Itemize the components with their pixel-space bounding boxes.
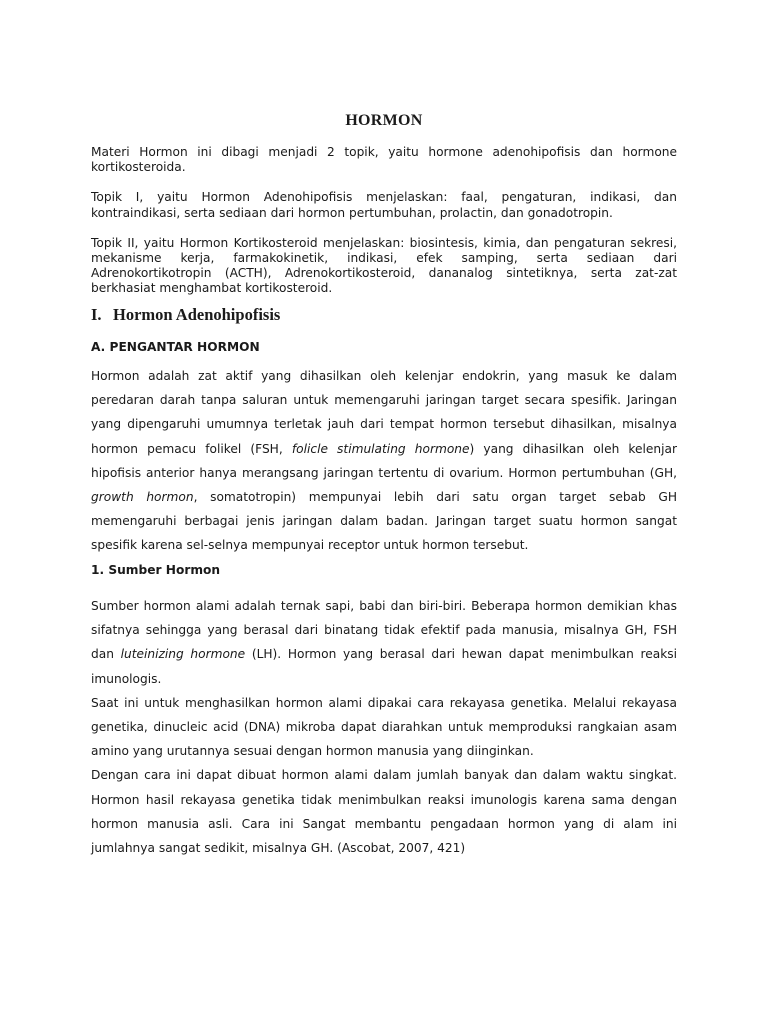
- text-segment: Hormon adalah zat aktif yang dihasilkan oleh kelenjar endokrin, yang masuk ke dalam peredaran darah tanpa saluran untuk memengaruhi jaringan target secara spesifik. Jaringan yang dipengaruhi umumnya terletak jauh dari tempat hormon tersebut dihasilkan, misalnya hormon pemacu folikel (FSH,: [91, 369, 677, 456]
- italic-term: folicle stimulating hormone: [291, 441, 470, 456]
- subsection-a-heading-block: [91, 340, 677, 354]
- text-segment: (LH). Hormon yang berasal dari hewan dapat menimbulkan reaksi imunologis.: [91, 647, 677, 686]
- subsection-a-paragraph: [91, 364, 677, 558]
- subsection-1-body: [91, 594, 677, 860]
- section-number: I.: [91, 305, 102, 324]
- text-segment: ) yang dihasilkan oleh kelenjar hipofisis anterior hanya merangsang jaringan tertentu di ovarium. Hormon pertumbuhan (GH,: [91, 441, 677, 480]
- subsection-1-title: 1. Sumber Hormon: [91, 563, 221, 577]
- subsection-1-paragraph-1: [91, 594, 677, 691]
- intro-block: [91, 145, 677, 297]
- subsection-1-paragraph-3: Dengan cara ini dapat dibuat hormon alami dalam jumlah banyak dan dalam waktu singkat. Hormon hasil rekayasa genetika tidak menimbulkan reaksi imunologis karena sama dengan hormon manusia asli. Cara ini Sangat membantu pengadaan hormon yang di alam ini jumlahnya sangat sedikit, misalnya GH. (Ascobat, 2007, 421): [91, 768, 677, 856]
- subsection-a-body: [91, 364, 677, 558]
- intro-paragraph-1: Materi Hormon ini dibagi menjadi 2 topik, yaitu hormone adenohipofisis dan hormone kortikosteroida.: [91, 145, 677, 175]
- italic-term: growth hormon: [91, 490, 194, 505]
- subsection-1-heading-block: [91, 563, 677, 577]
- intro-paragraph-2: Topik I, yaitu Hormon Adenohipofisis menjelaskan: faal, pengaturan, indikasi, dan kontraindikasi, serta sediaan dari hormon pertumbuhan, prolactin, dan gonadotropin.: [91, 190, 677, 220]
- text-segment: Sumber hormon alami adalah ternak sapi, babi dan biri-biri. Beberapa hormon demikian khas sifatnya sehingga yang berasal dari binatang tidak efektif pada manusia, misalnya GH, FSH dan: [91, 599, 677, 662]
- italic-term: luteinizing hormone: [120, 647, 246, 662]
- section-title: Hormon Adenohipofisis: [113, 305, 281, 324]
- section-heading: [91, 305, 280, 325]
- intro-paragraph-3: Topik II, yaitu Hormon Kortikosteroid menjelaskan: biosintesis, kimia, dan pengaturan sekresi, mekanisme kerja, farmakokinetik, indikasi, efek samping, serta sediaan dari Adrenokortikotropin (ACTH), Adrenokortikosteroid, dananalog sintetiknya, serta zat-zat berkhasiat menghambat kortikosteroid.: [91, 235, 677, 296]
- subsection-a-title: A. PENGANTAR HORMON: [91, 340, 260, 354]
- page-title: HORMON: [345, 112, 423, 129]
- subsection-1-paragraph-2: Saat ini untuk menghasilkan hormon alami dipakai cara rekayasa genetika. Melalui rekayasa genetika, dinucleic acid (DNA) mikroba dapat diarahkan untuk memproduksi rangkaian asam amino yang urutannya sesuai dengan hormon manusia yang diinginkan.: [91, 695, 677, 759]
- text-segment: , somatotropin) mempunyai lebih dari satu organ target sebab GH memengaruhi berbagai jenis jaringan dalam badan. Jaringan target suatu hormon sangat spesifik karena sel-selnya mempunyai receptor untuk hormon tersebut.: [91, 490, 678, 553]
